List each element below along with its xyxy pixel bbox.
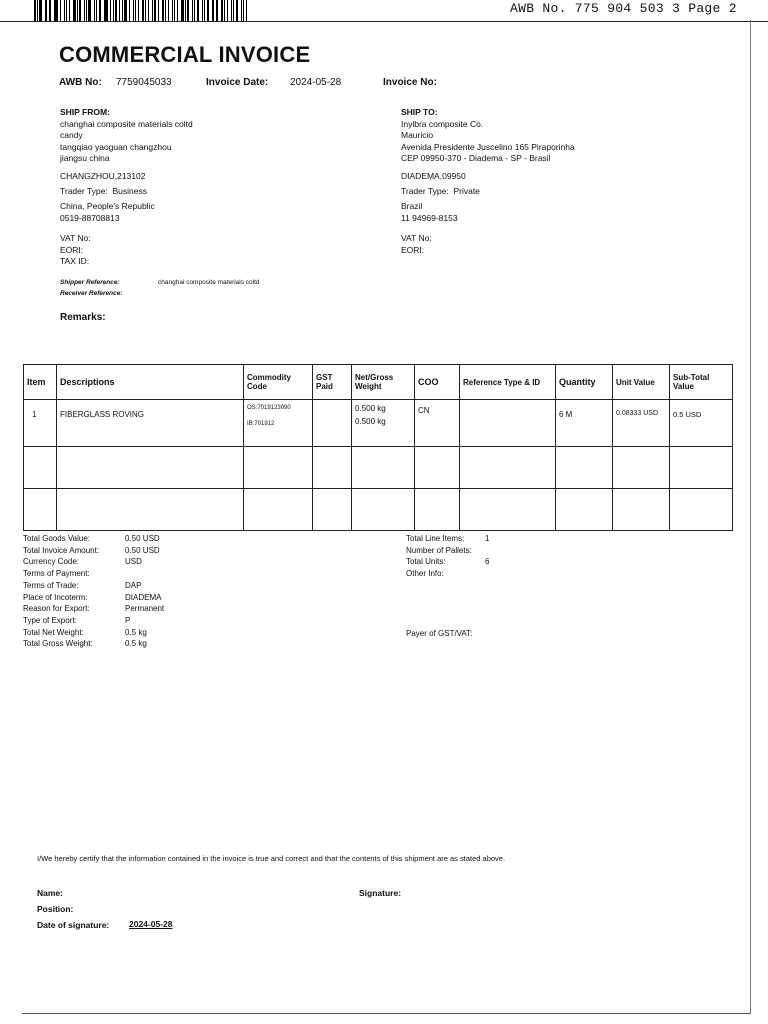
barcode-bar xyxy=(96,0,98,22)
barcode-bar xyxy=(202,0,204,22)
empty-cell xyxy=(556,447,613,489)
total-value: USD xyxy=(125,557,142,567)
empty-cell xyxy=(352,489,415,531)
page-title: COMMERCIAL INVOICE xyxy=(59,42,311,67)
barcode-bar xyxy=(115,0,117,22)
total-label: Total Gross Weight: xyxy=(23,639,93,649)
ship-from-line: jiangsu china xyxy=(60,153,110,163)
table-row-empty xyxy=(24,489,733,531)
awb-page-header: AWB No. 775 904 503 3 Page 2 xyxy=(510,1,737,16)
barcode-bar xyxy=(113,0,114,22)
barcode-bar xyxy=(243,0,245,22)
trader-type-label: Trader Type: xyxy=(401,186,449,196)
barcode-bar xyxy=(94,0,95,22)
barcode-bar xyxy=(231,0,233,22)
tax-id-label: TAX ID: xyxy=(60,256,90,266)
total-label: Reason for Export: xyxy=(23,604,90,614)
barcode-bar xyxy=(185,0,186,22)
barcode-bar xyxy=(148,0,149,22)
barcode-bar xyxy=(124,0,126,22)
ship-from-label: SHIP FROM: xyxy=(60,107,110,117)
right-border xyxy=(750,20,751,1014)
ship-to-phone: 11 94969-8153 xyxy=(401,212,458,223)
barcode-bar xyxy=(246,0,247,22)
empty-cell xyxy=(613,447,670,489)
barcode-bar xyxy=(104,0,105,22)
barcode-bar xyxy=(49,0,51,22)
total-value: 1 xyxy=(485,534,490,543)
barcode-bar xyxy=(181,0,183,22)
ship-from-line: candy xyxy=(60,130,83,140)
empty-cell xyxy=(313,489,352,531)
empty-cell xyxy=(244,489,313,531)
total-value: 6 xyxy=(485,557,490,567)
remarks-label: Remarks: xyxy=(60,312,106,323)
col-header-descriptions: Descriptions xyxy=(57,365,244,400)
barcode-bar xyxy=(119,0,120,22)
total-label: Number of Pallets: xyxy=(406,545,472,555)
table-row xyxy=(24,400,733,447)
total-label: Other Info: xyxy=(406,569,444,579)
vat-label: VAT No: xyxy=(401,233,432,243)
barcode-bar xyxy=(138,0,139,22)
total-value: 0.5 kg xyxy=(125,639,147,649)
barcode-bar xyxy=(224,0,225,22)
date-of-signature-value: 2024-05-28 xyxy=(129,919,173,929)
col-header-subtotal: Sub-Total Value xyxy=(670,365,733,400)
name-label: Name: xyxy=(37,888,63,898)
barcode-bar xyxy=(86,0,87,22)
cell-commodity-code xyxy=(244,400,313,447)
barcode-bar xyxy=(99,0,101,22)
total-label: Total Goods Value: xyxy=(23,534,91,543)
certification-text: I/We hereby certify that the information contained in the invoice is true and correct and that the contents of this shipment are as stated above. xyxy=(37,854,506,863)
total-label: Currency Code: xyxy=(23,557,80,567)
eori-label: EORI: xyxy=(60,244,84,255)
barcode-bar xyxy=(241,0,242,22)
invoice-date-value: 2024-05-28 xyxy=(290,77,342,88)
barcode-bar xyxy=(154,0,156,22)
cell-unit-value: 0.08333 USD xyxy=(613,400,670,447)
total-label: Terms of Payment: xyxy=(23,569,90,579)
total-value: 0.5 kg xyxy=(125,627,147,637)
barcode-bar xyxy=(122,0,123,22)
barcode-bar xyxy=(221,0,223,22)
col-header-coo: COO xyxy=(415,365,460,400)
empty-cell xyxy=(57,447,244,489)
empty-cell xyxy=(24,489,57,531)
total-value: DAP xyxy=(125,580,142,590)
total-label: Total Line Items: xyxy=(406,534,465,543)
gross-weight: 0.500 kg xyxy=(355,417,386,426)
total-label: Place of Incoterm: xyxy=(23,592,88,602)
empty-cell xyxy=(244,447,313,489)
barcode-bar xyxy=(45,0,46,22)
ship-to-line: Avenida Presidente Juscelino 165 Piraporinha xyxy=(401,141,575,152)
date-of-signature-label: Date of signature: xyxy=(37,920,110,930)
barcode-bar xyxy=(77,0,78,22)
bottom-rule xyxy=(22,1013,750,1014)
barcode-bar xyxy=(39,0,41,22)
ship-from-ids xyxy=(60,233,91,268)
net-weight: 0.500 kg xyxy=(355,404,386,413)
barcode-bar xyxy=(84,0,85,22)
barcode-bar xyxy=(142,0,144,22)
barcode-bar xyxy=(204,0,205,22)
total-label: Total Net Weight: xyxy=(23,627,84,637)
barcode-bar xyxy=(233,0,234,22)
barcode-bar xyxy=(227,0,228,22)
payer-gst-label: Payer of GST/VAT: xyxy=(406,629,473,638)
empty-cell xyxy=(57,489,244,531)
empty-cell xyxy=(613,489,670,531)
receiver-reference-label: Receiver Reference: xyxy=(60,290,123,297)
ship-from-line: changhai composite materials coltd xyxy=(60,118,193,129)
shipper-reference-label: Shipper Reference: xyxy=(60,279,120,286)
ship-to-line: CEP 09950-370 - Diadema - SP - Brasil xyxy=(401,153,551,163)
col-header-unit-value: Unit Value xyxy=(613,365,670,400)
barcode-bar xyxy=(174,0,175,22)
barcode-bar xyxy=(64,0,65,22)
cell-weight xyxy=(352,400,415,447)
col-header-item: Item xyxy=(24,365,57,400)
cell-item: 1 xyxy=(24,400,57,447)
ship-to-contact xyxy=(401,201,458,224)
barcode-bar xyxy=(152,0,154,22)
barcode-bar xyxy=(172,0,173,22)
barcode-bar xyxy=(79,0,81,22)
barcode-bar xyxy=(73,0,75,22)
empty-cell xyxy=(313,447,352,489)
barcode-bar xyxy=(88,0,90,22)
ship-to-city: DIADEMA,09950 xyxy=(401,171,466,181)
barcode-bar xyxy=(66,0,67,22)
commodity-code-ib: IB:701912 xyxy=(247,421,275,427)
barcode-bar xyxy=(145,0,146,22)
ship-to-trader-type xyxy=(401,186,480,198)
barcode-bar xyxy=(177,0,179,22)
cell-subtotal: 0.5 USD xyxy=(670,400,733,447)
barcode-bar xyxy=(236,0,238,22)
col-header-commodity-code: Commodity Code xyxy=(244,365,313,400)
barcode-bar xyxy=(194,0,195,22)
trader-type-label: Trader Type: xyxy=(60,186,108,196)
barcode-bar xyxy=(213,0,214,22)
signature-label: Signature: xyxy=(359,888,402,898)
total-value: DIADEMA xyxy=(125,592,162,602)
awb-label: AWB No: xyxy=(59,77,102,88)
barcode-bar xyxy=(192,0,193,22)
barcode-bar xyxy=(212,0,213,22)
barcode xyxy=(34,0,250,22)
ship-to-line: Mauricio xyxy=(401,130,434,140)
ship-from-city: CHANGZHOU,213102 xyxy=(60,171,146,181)
total-label: Type of Export: xyxy=(23,615,77,625)
ship-from-phone: 0519-88708813 xyxy=(60,212,120,223)
barcode-bar xyxy=(197,0,199,22)
table-row-empty xyxy=(24,447,733,489)
trader-type-value: Business xyxy=(112,186,147,196)
barcode-bar xyxy=(69,0,71,22)
commodity-code-os: OS:7019123090 xyxy=(247,405,291,411)
barcode-bar xyxy=(133,0,134,22)
total-label: Total Units: xyxy=(406,557,446,567)
trader-type-value: Private xyxy=(453,186,480,196)
total-label: Terms of Trade: xyxy=(23,580,79,590)
barcode-bar xyxy=(129,0,131,22)
invoice-no-label: Invoice No: xyxy=(383,77,437,88)
total-value: P xyxy=(125,615,131,625)
cell-reference xyxy=(460,400,556,447)
total-label: Total Invoice Amount: xyxy=(23,545,100,555)
top-rule xyxy=(0,21,768,22)
barcode-bar xyxy=(54,0,55,22)
barcode-bar xyxy=(216,0,218,22)
ship-from-country: China, People's Republic xyxy=(60,201,155,211)
total-value: 0.50 USD xyxy=(125,545,160,555)
totals-right xyxy=(406,533,706,583)
shipper-reference-value: changhai composite materials coltd xyxy=(158,279,260,286)
barcode-bar xyxy=(162,0,164,22)
barcode-bar xyxy=(37,0,38,22)
total-value: 0.50 USD xyxy=(125,534,160,543)
cell-quantity: 6 M xyxy=(556,400,613,447)
ship-to-label: SHIP TO: xyxy=(401,107,438,117)
barcode-bar xyxy=(187,0,189,22)
col-header-reference: Reference Type & ID xyxy=(460,365,556,400)
totals-left xyxy=(23,533,323,658)
vat-label: VAT No: xyxy=(60,233,91,243)
empty-cell xyxy=(556,489,613,531)
barcode-bar xyxy=(135,0,137,22)
ship-to-line: Inylbra composite Co. xyxy=(401,118,484,129)
col-header-weight: Net/Gross Weight xyxy=(352,365,415,400)
table-header-row xyxy=(24,365,733,400)
ship-from-block xyxy=(60,107,193,165)
ship-to-ids xyxy=(401,233,432,256)
awb-value: 7759045033 xyxy=(116,77,172,88)
col-header-quantity: Quantity xyxy=(556,365,613,400)
ship-from-trader-type xyxy=(60,186,147,198)
barcode-bar xyxy=(168,0,170,22)
ship-from-line: tangqiao yaoguan changzhou xyxy=(60,141,172,152)
invoice-date-label: Invoice Date: xyxy=(206,77,269,88)
col-header-gst-paid: GST Paid xyxy=(313,365,352,400)
empty-cell xyxy=(24,447,57,489)
cell-coo: CN xyxy=(415,400,460,447)
barcode-bar xyxy=(165,0,166,22)
cell-gst-paid xyxy=(313,400,352,447)
empty-cell xyxy=(670,489,733,531)
barcode-bar xyxy=(105,0,107,22)
barcode-bar xyxy=(34,0,36,22)
barcode-bar xyxy=(158,0,159,22)
empty-cell xyxy=(415,447,460,489)
cell-description: FIBERGLASS ROVING xyxy=(57,400,244,447)
barcode-bar xyxy=(46,0,47,22)
barcode-bar xyxy=(110,0,111,22)
items-table xyxy=(23,364,733,531)
barcode-bar xyxy=(207,0,209,22)
barcode-bar xyxy=(60,0,62,22)
empty-cell xyxy=(460,447,556,489)
position-label: Position: xyxy=(37,904,74,914)
empty-cell xyxy=(460,489,556,531)
eori-label: EORI: xyxy=(401,244,425,255)
empty-cell xyxy=(670,447,733,489)
empty-cell xyxy=(352,447,415,489)
empty-cell xyxy=(415,489,460,531)
ship-from-contact xyxy=(60,201,155,224)
ship-to-block xyxy=(401,107,575,165)
ship-to-country: Brazil xyxy=(401,201,423,211)
total-value: Permanent xyxy=(125,604,165,614)
barcode-bar xyxy=(55,0,57,22)
